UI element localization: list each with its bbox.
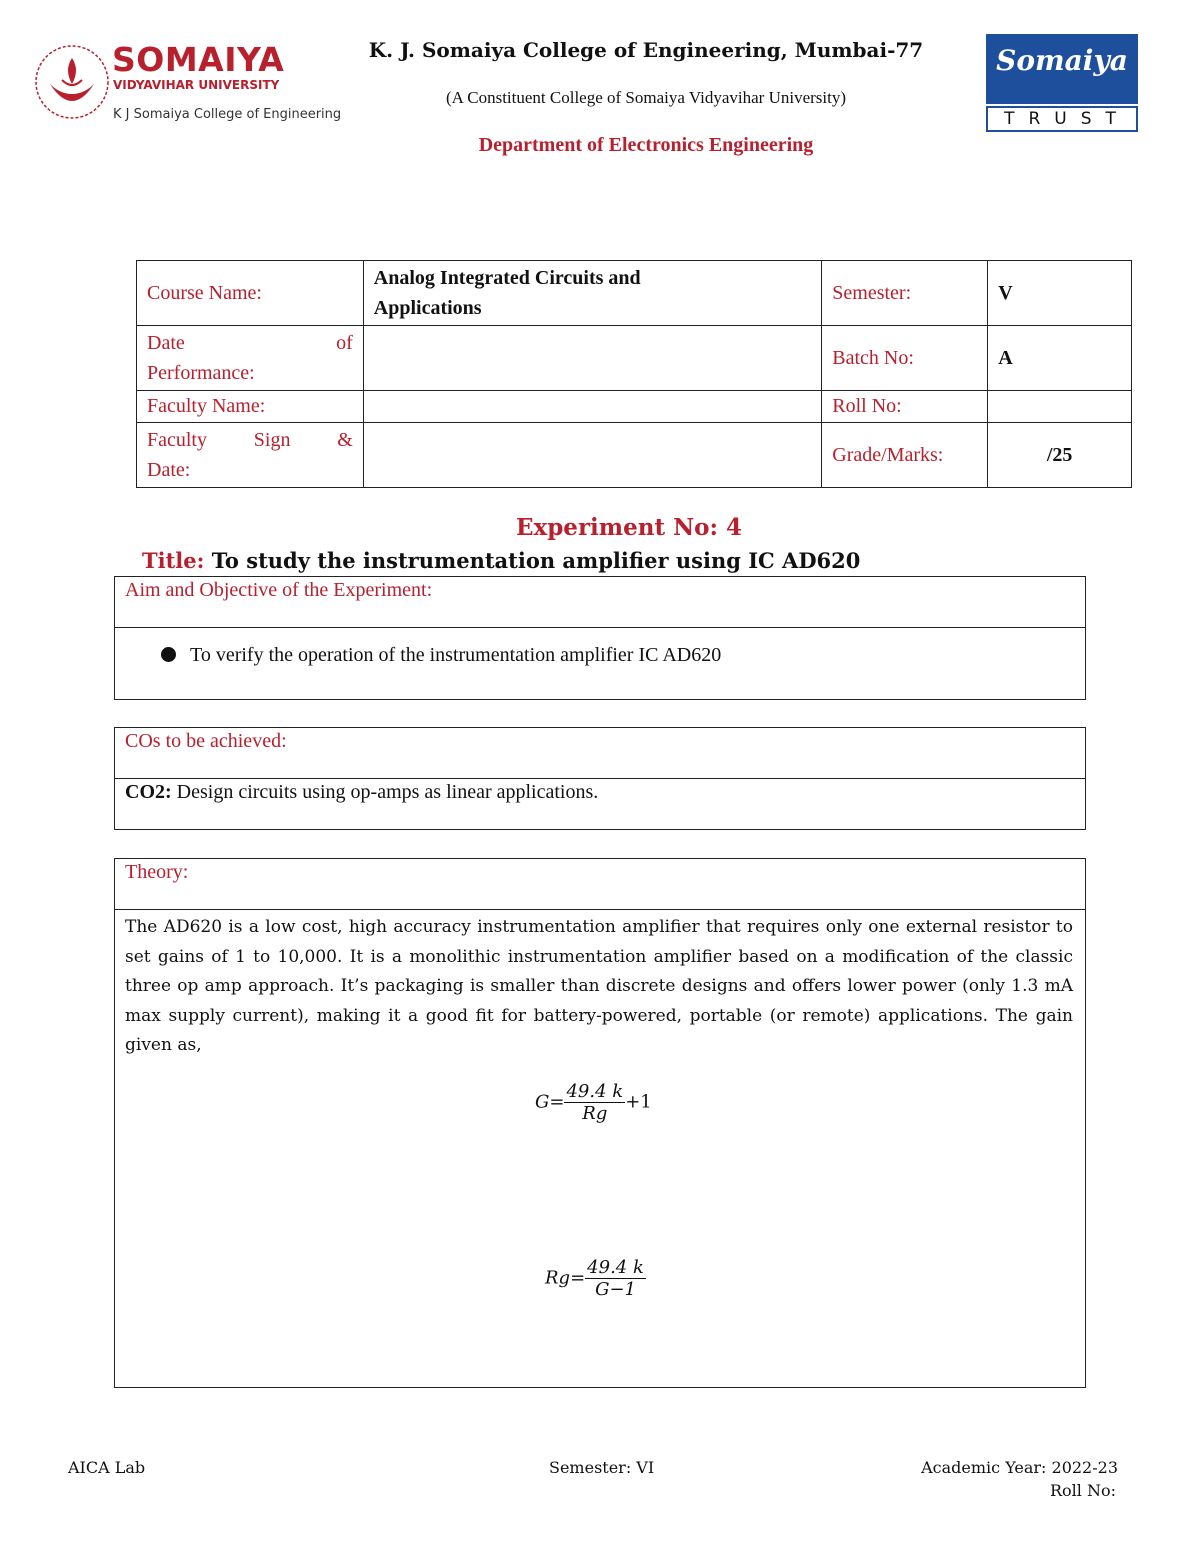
course-name-value: Analog Integrated Circuits and Applications	[363, 261, 822, 326]
co-text: Design circuits using op-amps as linear applications.	[176, 781, 599, 803]
batch-value: A	[988, 326, 1132, 391]
eq2-numerator: 49.4 k	[587, 1257, 644, 1278]
co-label: CO2:	[125, 781, 172, 803]
experiment-title	[142, 548, 860, 573]
eq1-denominator: Rg	[582, 1103, 608, 1124]
aim-section	[114, 576, 1086, 700]
faculty-name-value	[363, 391, 822, 423]
trust-logo-sub: TRUST	[986, 106, 1138, 132]
logo-college: K J Somaiya College of Engineering	[113, 107, 342, 122]
department-name: Department of Electronics Engineering	[478, 134, 814, 156]
bullet-icon	[161, 647, 176, 662]
cos-section	[114, 727, 1086, 830]
faculty-name-label: Faculty Name:	[137, 391, 364, 423]
footer-roll: Roll No:	[1049, 1481, 1116, 1500]
date-of-performance-value	[363, 326, 822, 391]
theory-section	[114, 858, 1086, 1388]
eq2-lhs: Rg=	[545, 1267, 586, 1289]
course-info-table	[136, 260, 1132, 488]
eq1-tail: +1	[625, 1091, 652, 1113]
footer-academic-year: Academic Year: 2022-23	[921, 1458, 1118, 1477]
theory-paragraph: The AD620 is a low cost, high accuracy instrumentation amplifier that requires only one external resistor to set gains of 1 to 10,000. It is a monolithic instrumentation amplifier based on a modification of the classic three op amp approach. It’s packaging is smaller than discrete designs and offers lower power (only 1.3 mA max supply current), making it a good fit for battery-powered, portable (or remote) applications. The gain given as,	[125, 917, 1073, 1056]
rg-equation	[545, 1257, 646, 1300]
theory-heading: Theory:	[125, 861, 189, 883]
somaiya-trust-logo	[986, 34, 1140, 132]
eq1-numerator: 49.4 k	[566, 1081, 624, 1102]
experiment-number: Experiment No: 4	[515, 514, 742, 541]
semester-value: V	[988, 261, 1132, 326]
title-label: Title:	[142, 548, 205, 573]
logo-name: SOMAIYA	[112, 40, 285, 79]
gain-equation	[535, 1081, 652, 1124]
course-name-label: Course Name:	[137, 261, 364, 326]
batch-label: Batch No:	[822, 326, 988, 391]
eq2-denominator: G−1	[595, 1279, 636, 1300]
cos-heading: COs to be achieved:	[125, 730, 287, 752]
aim-heading: Aim and Objective of the Experiment:	[125, 579, 433, 601]
footer-semester: Semester: VI	[549, 1458, 655, 1477]
title-text: To study the instrumentation amplifier using IC AD620	[211, 548, 861, 573]
aim-item-text: To verify the operation of the instrumentation amplifier IC AD620	[190, 644, 722, 666]
roll-value	[988, 391, 1132, 423]
footer-lab: AICA Lab	[68, 1458, 146, 1477]
co-item	[125, 781, 598, 804]
college-name: K. J. Somaiya College of Engineering, Mumbai-77	[368, 38, 924, 62]
faculty-sign-value	[363, 423, 822, 488]
logo-university: VIDYAVIHAR UNIVERSITY	[113, 78, 280, 92]
roll-label: Roll No:	[822, 391, 988, 423]
faculty-sign-label: Faculty Sign & Date:	[137, 423, 364, 488]
trust-logo-box	[986, 34, 1138, 104]
grade-value: /25	[988, 423, 1132, 488]
eq1-lhs: G=	[535, 1091, 565, 1113]
date-of-performance-label: Date of Performance:	[137, 326, 364, 391]
grade-label: Grade/Marks:	[822, 423, 988, 488]
semester-label: Semester:	[822, 261, 988, 326]
constituent-text: (A Constituent College of Somaiya Vidyavihar University)	[446, 88, 846, 107]
aim-item	[161, 644, 721, 667]
trust-logo-name: Somaiya	[996, 44, 1128, 77]
